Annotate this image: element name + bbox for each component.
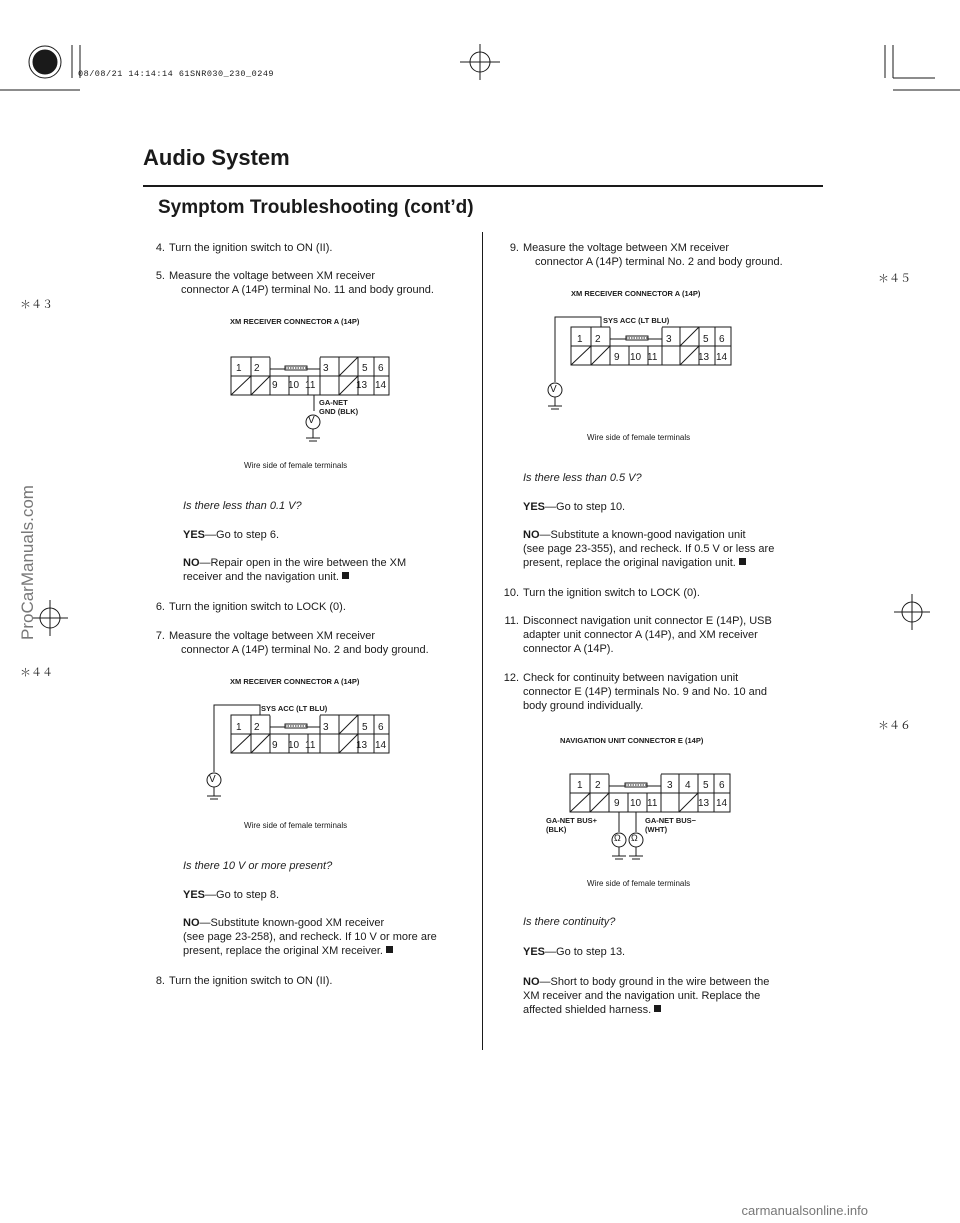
d4-pin-10: 10 <box>630 798 642 809</box>
d1-pin-3: 3 <box>323 363 329 374</box>
ohmmeter-symbol: Ω <box>614 833 621 843</box>
diagram2-title: XM RECEIVER CONNECTOR A (14P) <box>230 677 360 686</box>
diagram3-connector <box>541 312 741 422</box>
voltmeter-symbol: V <box>209 774 216 785</box>
voltmeter-icon <box>300 410 330 450</box>
title-rule <box>143 185 823 187</box>
d1-pin-9: 9 <box>272 380 278 391</box>
diagram3-title: XM RECEIVER CONNECTOR A (14P) <box>571 289 701 298</box>
voltmeter-symbol: V <box>550 384 557 395</box>
d2-pin-1: 1 <box>236 722 242 733</box>
diagram4-title: NAVIGATION UNIT CONNECTOR E (14P) <box>560 736 704 745</box>
ohmmeter-symbol: Ω <box>631 833 638 843</box>
d3-pin-2: 2 <box>595 334 601 345</box>
diagram1-footnote: Wire side of female terminals <box>244 461 348 470</box>
d4-pin-9: 9 <box>614 798 620 809</box>
diagram3-footnote: Wire side of female terminals <box>587 433 691 442</box>
d3-pin-9: 9 <box>614 352 620 363</box>
d2-pin-11: 11 <box>305 740 316 751</box>
margin-mark-46: ＊４６ <box>878 721 911 733</box>
page-title: Audio System <box>143 145 290 170</box>
yes-1: YES—Go to step 6. <box>183 529 279 541</box>
d3-pin-13: 13 <box>698 352 710 363</box>
no-3: NO—Substitute a known-good navigation unit (see page 23-355), and recheck. If 0.5 V or less are present, replace the original navigation unit. <box>523 529 775 569</box>
d4-pin-6: 6 <box>719 780 725 791</box>
page-subtitle: Symptom Troubleshooting (cont’d) <box>158 197 474 218</box>
d2-pin-2: 2 <box>254 722 260 733</box>
d1-pin-13: 13 <box>356 380 368 391</box>
d3-pin-11: 11 <box>647 352 658 363</box>
question-4: Is there continuity? <box>523 916 616 928</box>
d2-pin-5: 5 <box>362 722 368 733</box>
diagram2-footnote: Wire side of female terminals <box>244 821 348 830</box>
step-5: 5. Measure the voltage between XM receiver connector A (14P) terminal No. 11 and body ground. <box>155 270 434 296</box>
yes-3: YES—Go to step 10. <box>523 501 626 513</box>
question-2: Is there 10 V or more present? <box>183 860 333 872</box>
watermark: ProCarManuals.com <box>18 485 37 640</box>
step-9: 9. Measure the voltage between XM receiver connector A (14P) terminal No. 2 and body ground. <box>509 242 783 268</box>
d3-pin-5: 5 <box>703 334 709 345</box>
d4-pin-5: 5 <box>703 780 709 791</box>
diagram3-wire-label: SYS ACC (LT BLU) <box>603 316 670 325</box>
diagram4-label-minus: GA-NET BUS− (WHT) <box>645 816 697 834</box>
d4-pin-1: 1 <box>577 780 583 791</box>
margin-mark-45: ＊４５ <box>878 274 911 286</box>
yes-4: YES—Go to step 13. <box>523 946 626 958</box>
no-1: NO—Repair open in the wire between the XM receiver and the navigation unit. <box>183 557 407 583</box>
margin-mark-43: ＊４３ <box>20 300 53 312</box>
footer-url: carmanualsonline.info <box>741 1203 868 1218</box>
margin-mark-44: ＊４４ <box>20 668 53 680</box>
d1-pin-11: 11 <box>305 380 316 391</box>
diagram1-wire-label: GA-NET GND (BLK) <box>319 398 359 416</box>
d2-pin-9: 9 <box>272 740 278 751</box>
d1-pin-2: 2 <box>254 363 260 374</box>
d4-pin-2: 2 <box>595 780 601 791</box>
d3-pin-10: 10 <box>630 352 642 363</box>
d3-pin-14: 14 <box>716 352 728 363</box>
step-11: 11. Disconnect navigation unit connector E (14P), USB adapter unit connector A (14P), and XM receiver connector A (14P). <box>504 615 772 655</box>
d1-pin-5: 5 <box>362 363 368 374</box>
diagram4-footnote: Wire side of female terminals <box>587 879 691 888</box>
diagram2-connector <box>200 700 400 810</box>
d1-pin-6: 6 <box>378 363 384 374</box>
d4-pin-14: 14 <box>716 798 728 809</box>
d2-pin-13: 13 <box>356 740 368 751</box>
diagram2-wire-label: SYS ACC (LT BLU) <box>261 704 328 713</box>
d2-pin-10: 10 <box>288 740 300 751</box>
no-4: NO—Short to body ground in the wire between the XM receiver and the navigation unit. Replace the affected shielded harness. <box>523 976 770 1016</box>
d4-pin-3: 3 <box>667 780 673 791</box>
no-2: NO—Substitute known-good XM receiver (see page 23-258), and recheck. If 10 V or more are present, replace the original XM receiver. <box>183 917 437 957</box>
d4-pin-11: 11 <box>647 798 658 809</box>
d4-pin-13: 13 <box>698 798 710 809</box>
d2-pin-14: 14 <box>375 740 387 751</box>
d1-pin-10: 10 <box>288 380 300 391</box>
diagram1-title: XM RECEIVER CONNECTOR A (14P) <box>230 317 360 326</box>
d1-pin-14: 14 <box>375 380 387 391</box>
question-1: Is there less than 0.1 V? <box>183 500 302 512</box>
d2-pin-6: 6 <box>378 722 384 733</box>
diagram4-label-plus: GA-NET BUS+ (BLK) <box>546 816 598 834</box>
voltmeter-symbol: V <box>308 415 315 426</box>
print-stamp: 08/08/21 14:14:14 61SNR030_230_0249 <box>78 69 275 79</box>
step-7: 7. Measure the voltage between XM receiver connector A (14P) terminal No. 2 and body ground. <box>155 630 429 656</box>
question-3: Is there less than 0.5 V? <box>523 472 642 484</box>
d1-pin-1: 1 <box>236 363 242 374</box>
d2-pin-3: 3 <box>323 722 329 733</box>
step-12: 12. Check for continuity between navigation unit connector E (14P) terminals No. 9 and No. 10 and body ground individually. <box>503 672 767 712</box>
d3-pin-1: 1 <box>577 334 583 345</box>
d3-pin-3: 3 <box>666 334 672 345</box>
d4-pin-4: 4 <box>685 780 691 791</box>
yes-2: YES—Go to step 8. <box>183 889 279 901</box>
d3-pin-6: 6 <box>719 334 725 345</box>
